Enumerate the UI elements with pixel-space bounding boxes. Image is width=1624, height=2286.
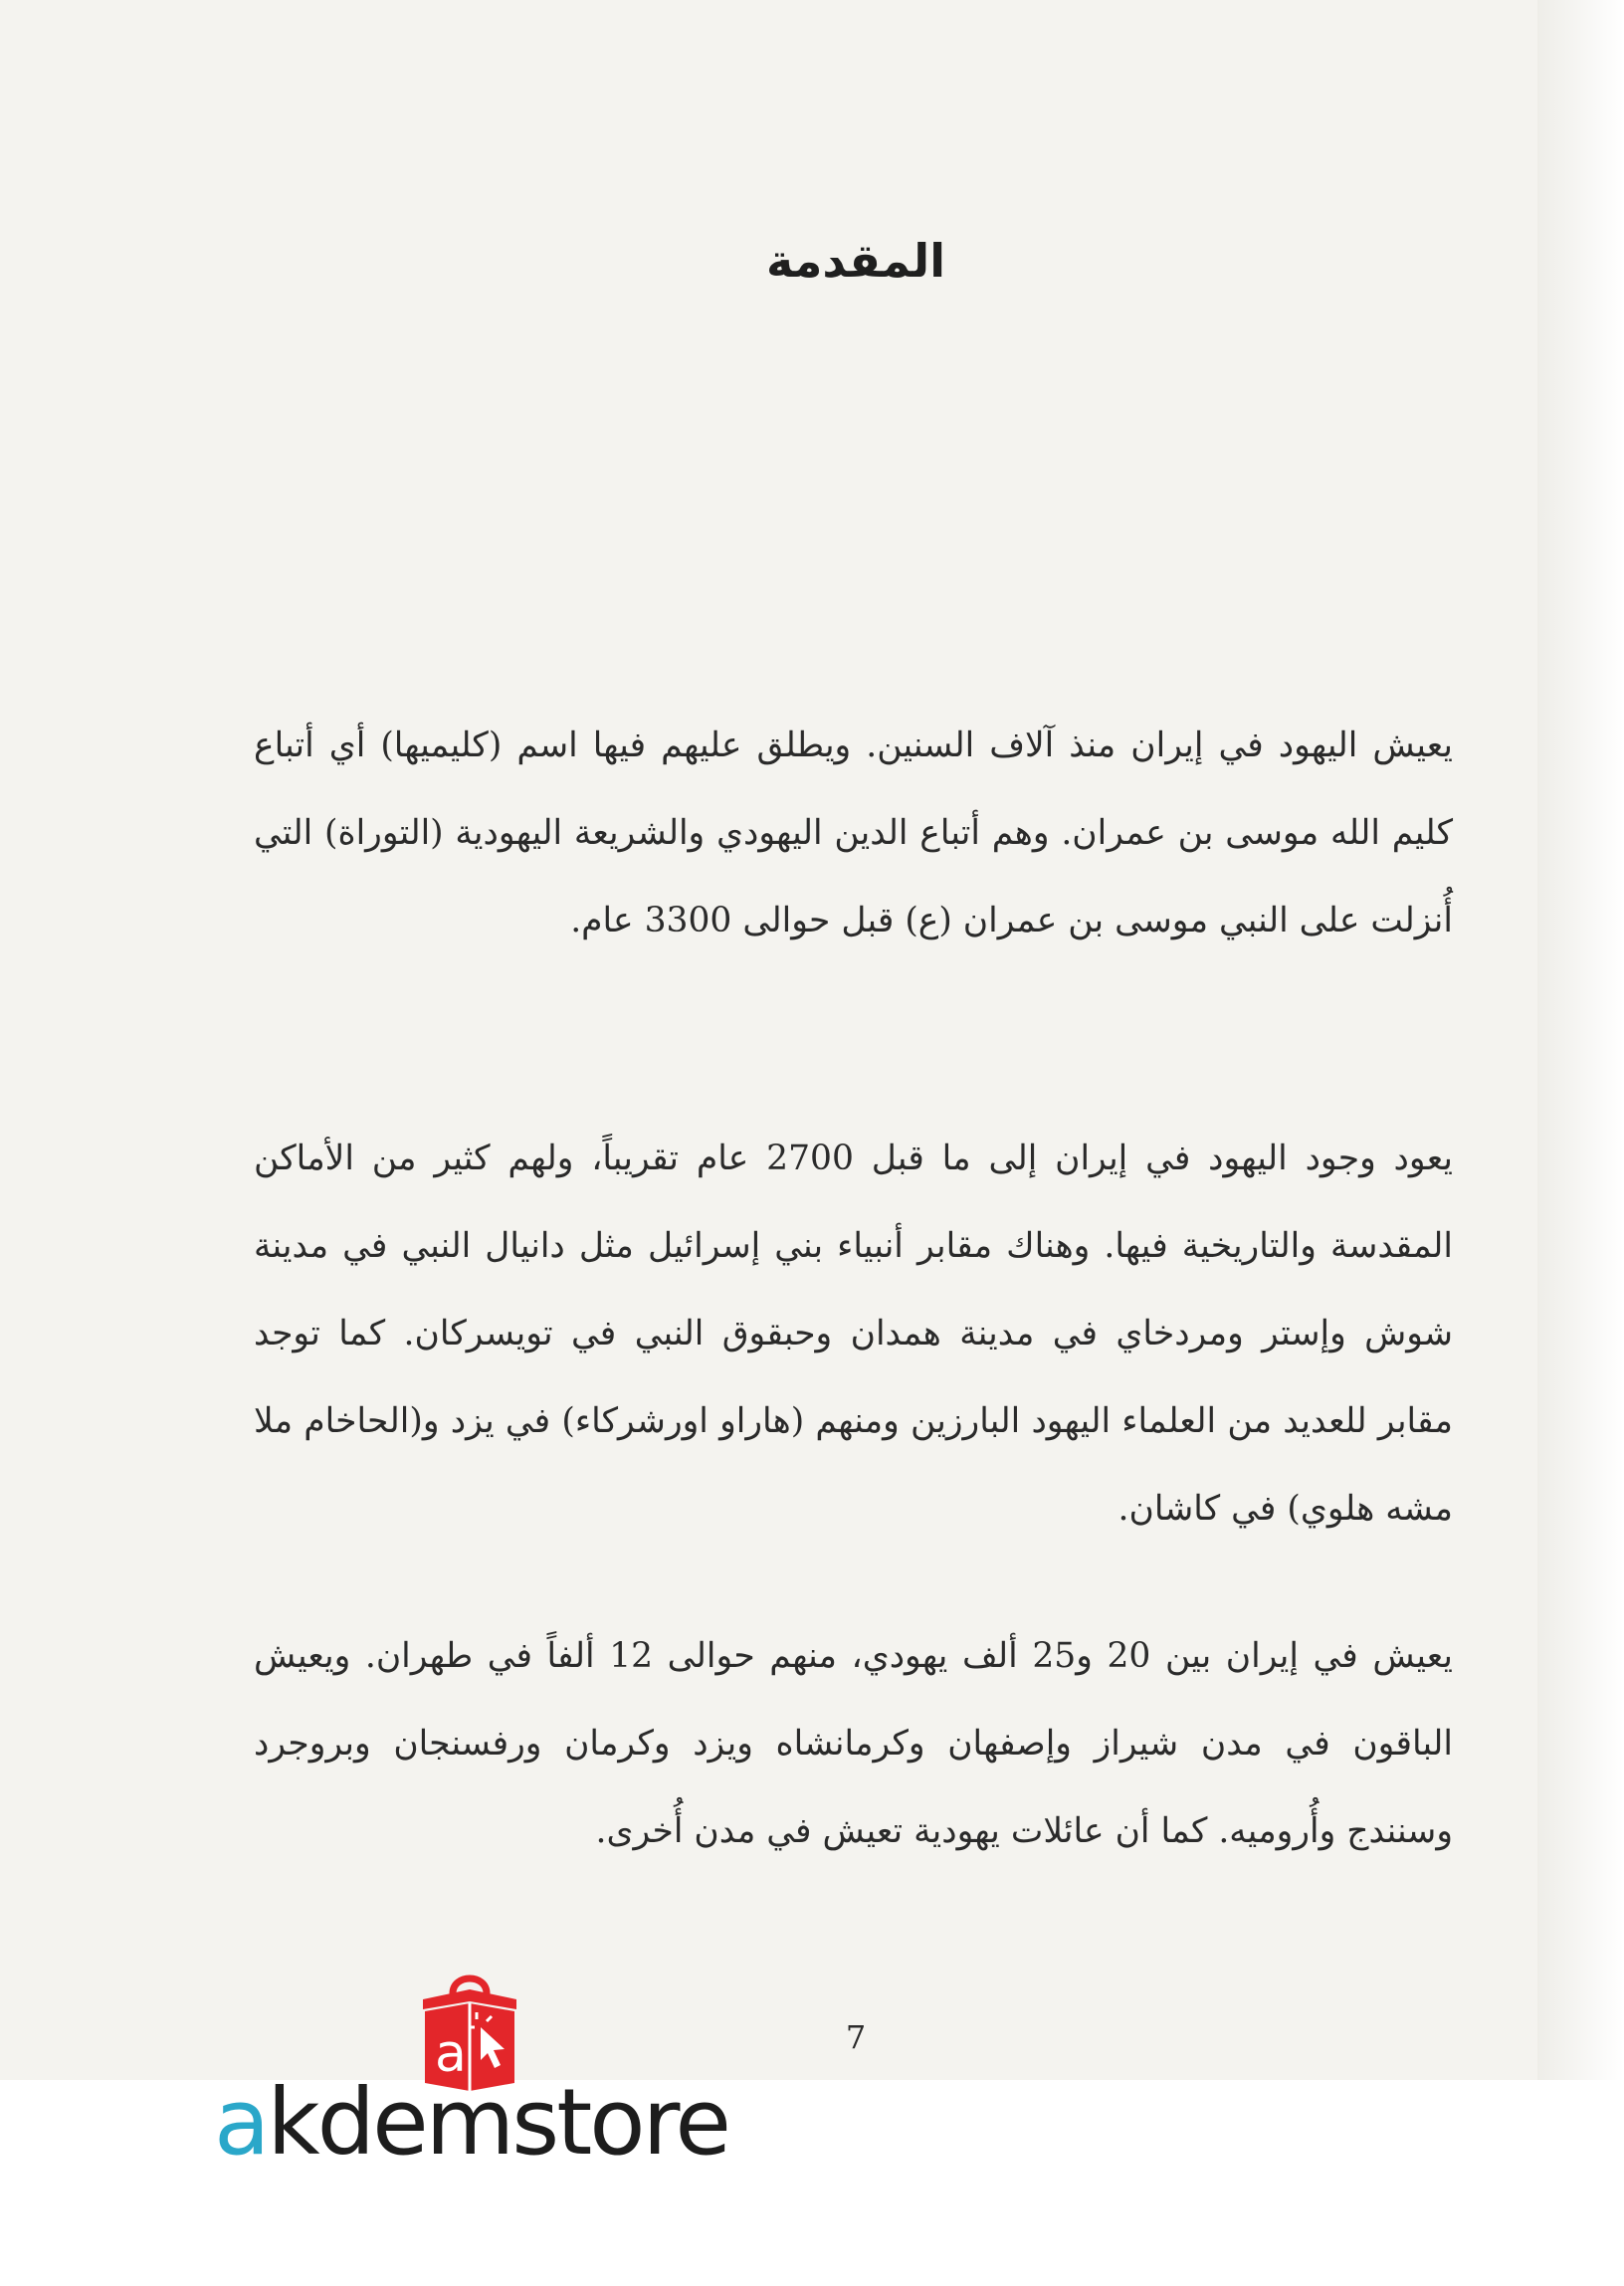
paragraph-2: يعود وجود اليهود في إيران إلى ما قبل 2700 عام تقريباً، ولهم كثير من الأماكن المقدسة والتاريخية فيها. وهناك مقابر أنبياء بني إسرائيل مثل دانيال النبي في مدينة شوش وإستر ومردخاي في مدينة همدان وحبقوق النبي في تويسركان. كما توجد مقابر للعديد من العلماء اليهود البارزين ومنهم (هاراو اورشركاء) في يزد و(الحاخام ملا مشه هلوي) في كاشان. [254,1139,1453,1529]
icon-letter: a [435,2024,467,2084]
watermark-logo [204,1966,741,2176]
page-number: 7 [845,2018,867,2056]
page-edge [1537,0,1624,2080]
brand-first-letter: a [214,2069,268,2176]
paragraph-1: يعيش اليهود في إيران منذ آلاف السنين. ويطلق عليهم فيها اسم (كليميها) أي أتباع كليم الله موسى بن عمران. وهم أتباع الدين اليهودي والشريعة اليهودية (التوراة) التي أُنزلت على النبي موسى بن عمران (ع) قبل حوالى 3300 عام. [254,726,1453,940]
page-title: المقدمة [766,234,945,288]
brand-rest: kdemstore [267,2069,728,2176]
brand-wordmark [214,2069,728,2176]
paragraph-3: يعيش في إيران بين 20 و25 ألف يهودي، منهم حوالى 12 ألفاً في طهران. ويعيش الباقون في مدن شيراز وإصفهان وكرمانشاه ويزد وكرمان ورفسنجان وبروجرد وسنندج وأُروميه. كما أن عائلات يهودية تعيش في مدن أُخرى. [254,1636,1453,1851]
